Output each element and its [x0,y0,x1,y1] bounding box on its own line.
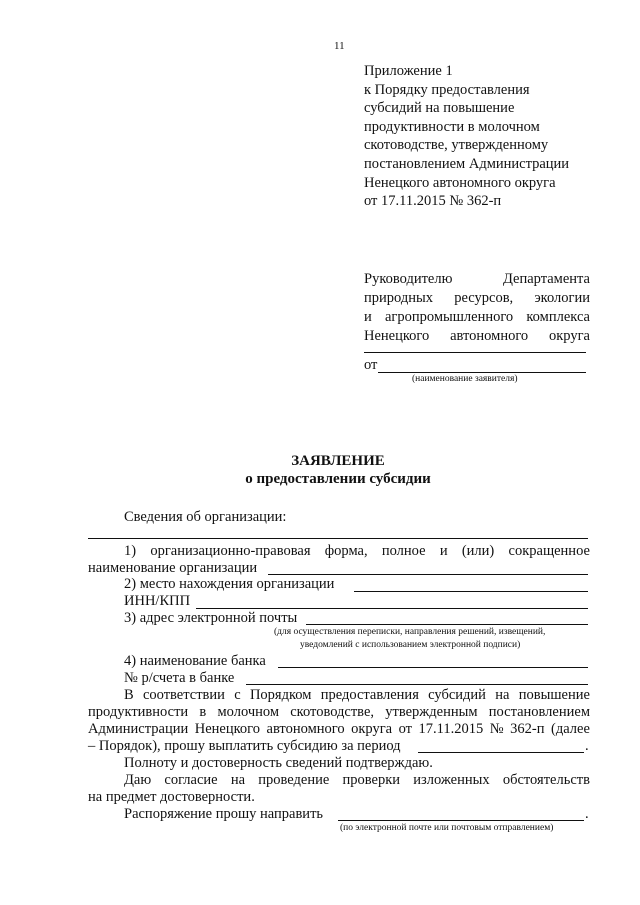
word: предоставления [320,687,419,703]
field-location-label: 2) место нахождения организации [124,576,335,592]
word: 17.11.2015 [418,721,484,737]
field-inn-line [196,608,588,609]
word: организационно-правовая [150,543,311,559]
document-subtitle: о предоставлении субсидии [245,471,431,487]
word: природных [364,290,433,306]
word: на [230,772,246,788]
word: от [398,721,413,737]
word: округа [351,721,393,737]
word: согласие [164,772,218,788]
field-email-caption: уведомлений с использованием электронной подписи) [300,640,521,650]
word: Ненецкого [194,721,260,737]
word: 362-п [510,721,545,737]
appendix-line: постановлением Администрации [364,155,570,172]
addressee-block [364,270,590,346]
request-period-label: – Порядок), прошу выплатить субсидию за период [88,738,401,754]
field-account-line [246,684,588,685]
word: форма, [324,543,368,559]
word: (или) [461,543,495,559]
addressee-line [364,308,590,327]
word: с [234,687,241,703]
word: 1) [124,543,137,559]
request-line [88,721,590,738]
request-period-end: . [585,738,589,754]
word: проверки [342,772,401,788]
word: постановлением [488,704,590,720]
word: и [364,309,372,325]
word: Порядком [249,687,312,703]
org-info-line [88,538,588,539]
word: в [199,704,207,720]
word: Ненецкого [364,328,430,344]
request-line [88,704,590,721]
word: экологии [534,290,590,306]
word: обстоятельств [502,772,590,788]
word: полное [381,543,426,559]
word: автономного [266,721,345,737]
word: изложенных [413,772,490,788]
addressee-line [364,327,590,346]
word: автономного [450,328,529,344]
word: субсидий [428,687,486,703]
org-info-label: Сведения об организации: [124,509,287,525]
word: округа [549,328,590,344]
request-line [124,687,590,704]
field-account-label: № р/счета в банке [124,670,235,686]
word: соответствии [142,687,225,703]
consent-line [124,772,590,789]
word: утвержденным [385,704,478,720]
direction-line [338,820,584,821]
word: (далее [551,721,590,737]
word: продуктивности [88,704,189,720]
word: скотоводстве, [290,704,375,720]
applicant-line-2 [378,372,586,373]
word: молочном [217,704,280,720]
appendix-block [364,62,569,211]
appendix-line: субсидий на повышение [364,100,515,117]
word: проведение [258,772,330,788]
field-bank-label: 4) наименование банка [124,653,266,669]
addressee-line [364,289,590,308]
field-org-name-label: наименование организации [88,560,258,576]
appendix-line: скотоводстве, утвержденному [364,137,549,154]
word: сокращенное [508,543,590,559]
field-email-line [306,624,588,625]
document-title: ЗАЯВЛЕНИЕ [291,453,385,469]
applicant-caption: (наименование заявителя) [412,374,518,384]
word: агропромышленного [384,309,514,325]
word: В [124,687,134,703]
from-label: от [364,357,378,373]
appendix-line: Приложение 1 [364,63,453,79]
field-org-name-line [268,574,588,575]
appendix-line: от 17.11.2015 № 362-п [364,193,502,210]
field-email-label: 3) адрес электронной почты [124,610,298,626]
field-email-caption: (для осуществления переписки, направления решений, извещений, [274,627,546,637]
direction-caption: (по электронной почте или почтовым отправлением) [340,823,554,833]
appendix-line: продуктивности в молочном [364,118,540,135]
applicant-line-1 [364,352,586,353]
confirmation-text: Полноту и достоверность сведений подтверждаю. [124,755,433,771]
field-location-line [354,591,588,592]
word: Руководителю [364,271,453,287]
word: Даю [124,772,152,788]
word: на [495,687,510,703]
appendix-line: к Порядку предоставления [364,81,530,98]
word: ресурсов, [454,290,514,306]
direction-end: . [585,806,589,822]
word: комплекса [526,309,590,325]
field-form-line [124,543,590,560]
word: Администрации [88,721,189,737]
addressee-line [364,270,590,289]
field-inn-label: ИНН/КПП [124,593,191,609]
field-bank-line [278,667,588,668]
request-period-line [418,752,584,753]
page-number: 11 [334,40,345,52]
word: и [439,543,448,559]
word: повышение [518,687,590,703]
direction-label: Распоряжение прошу направить [124,806,324,822]
word: Департамента [502,271,590,287]
word: № [489,721,504,737]
consent-line-2: на предмет достоверности. [88,789,255,805]
appendix-line: Ненецкого автономного округа [364,174,556,191]
